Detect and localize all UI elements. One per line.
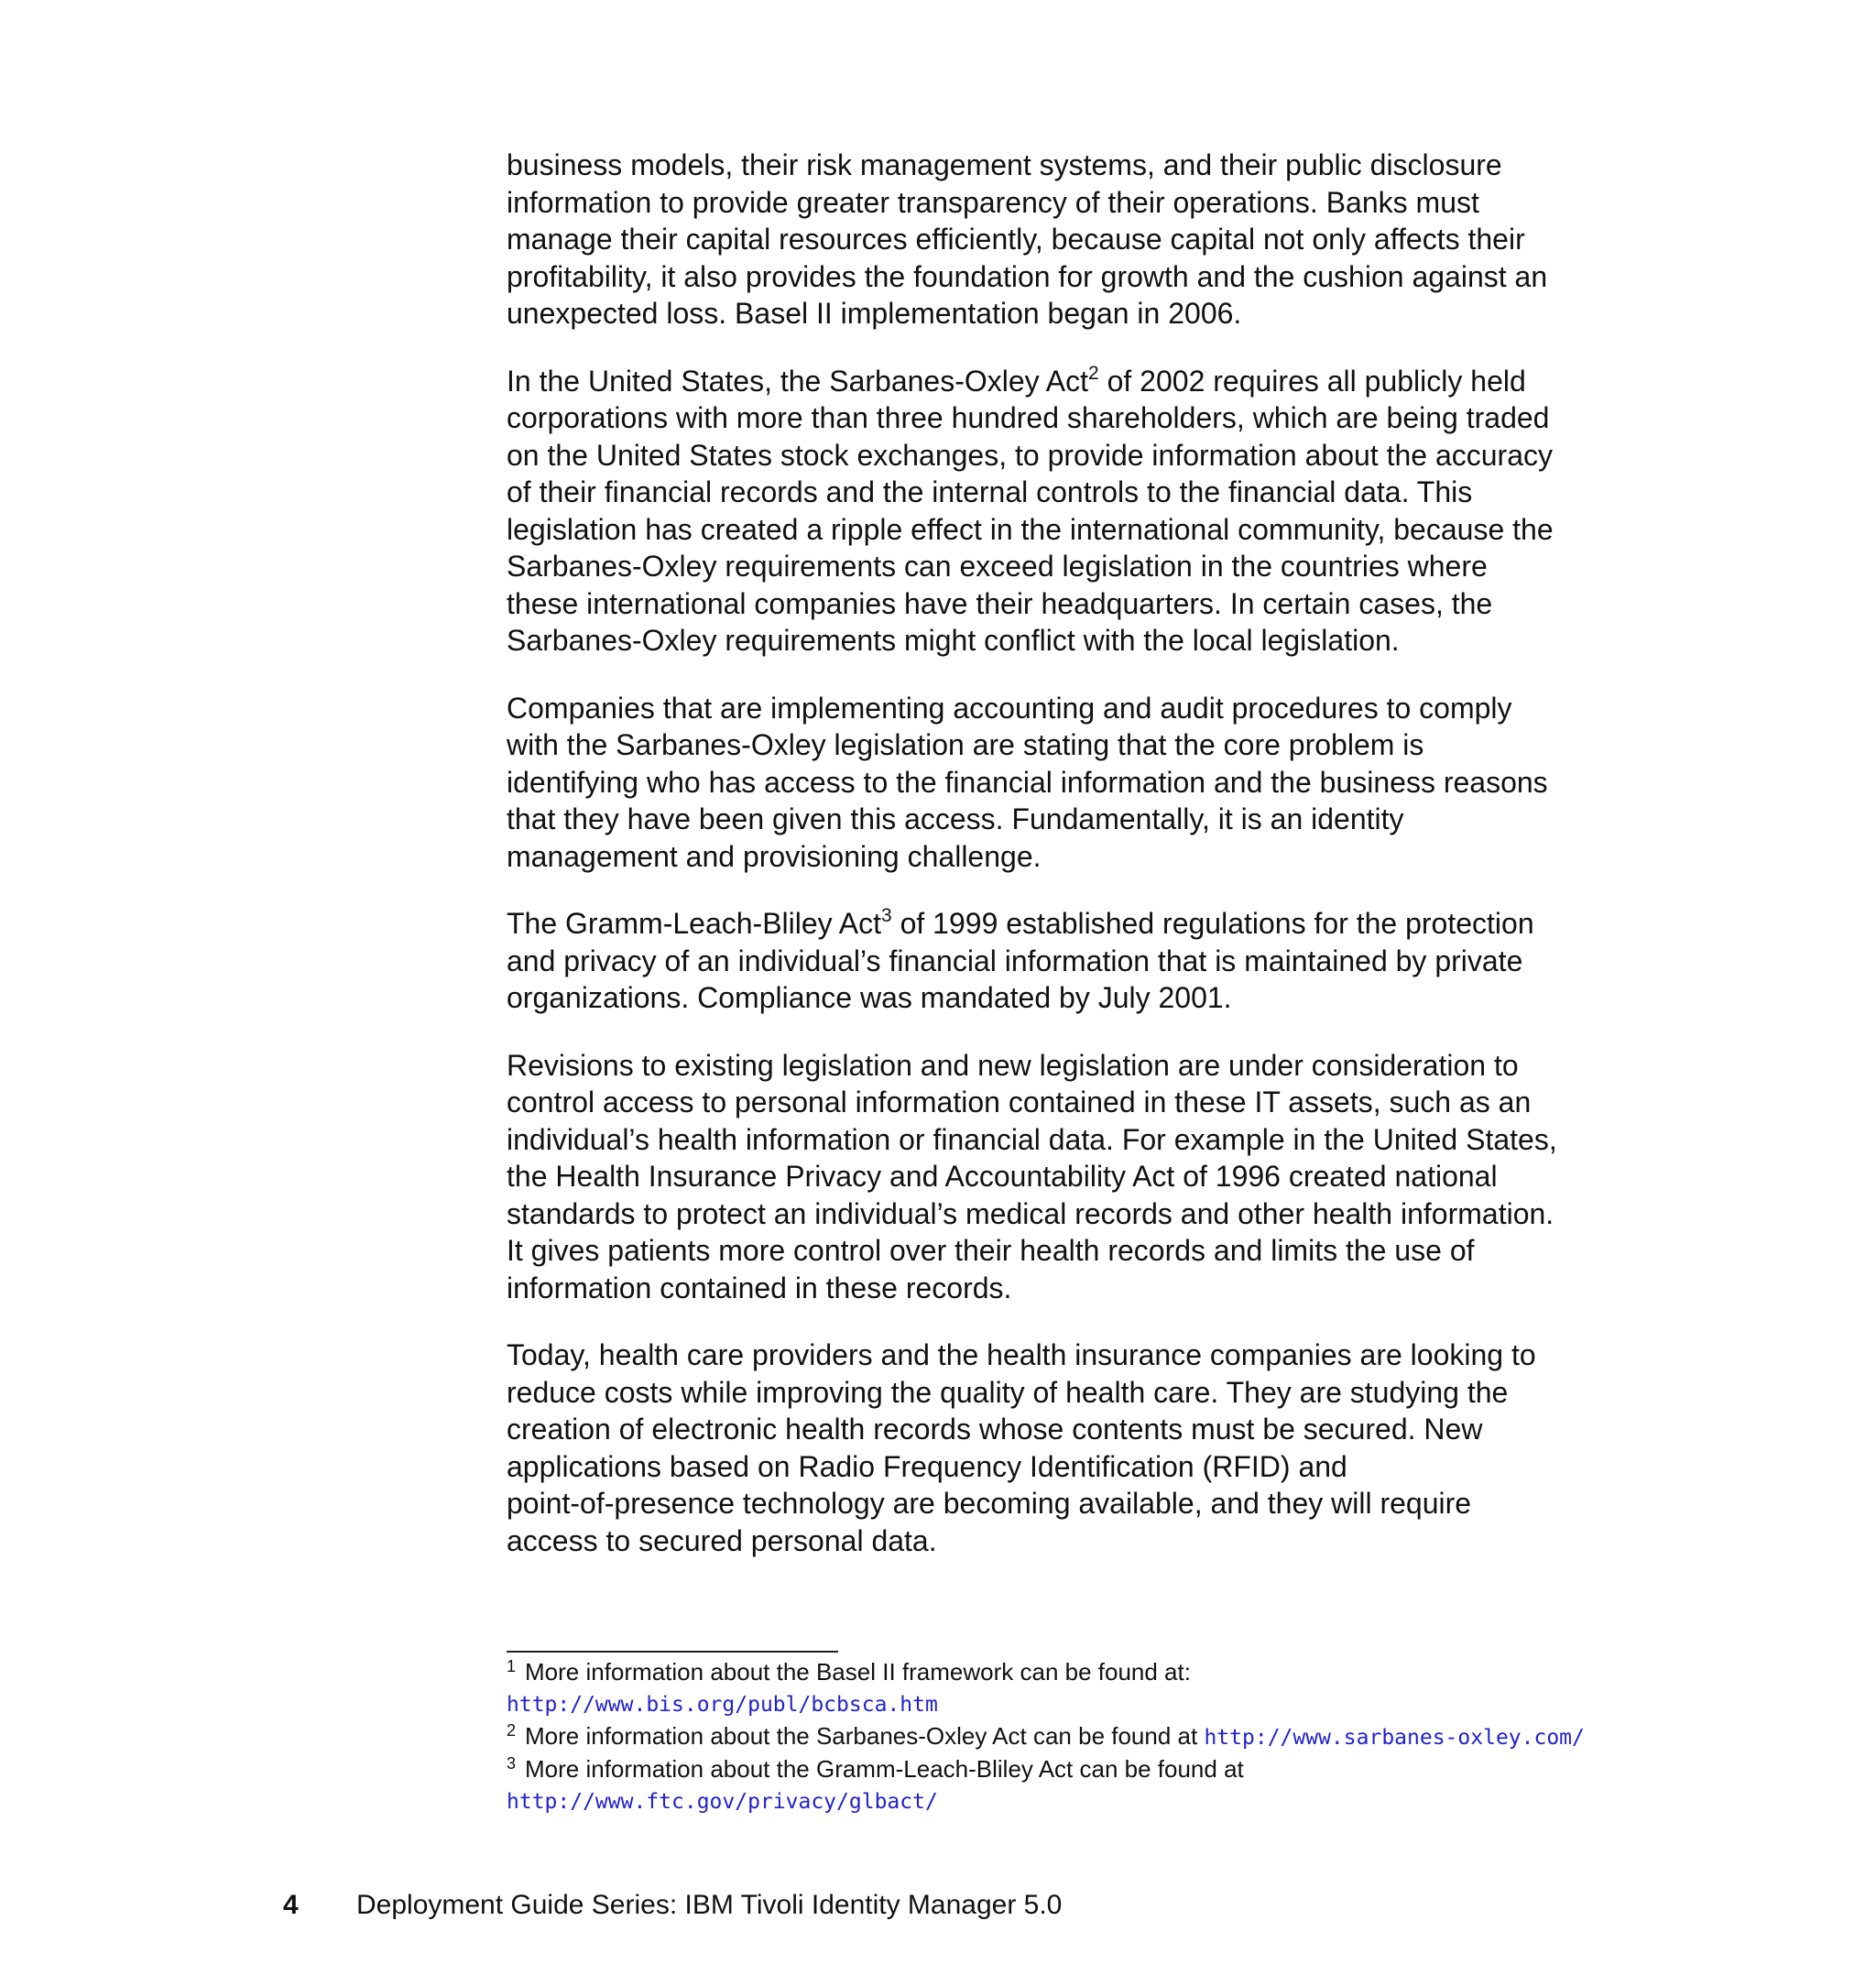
text-line: creation of electronic health records whose contents must be secured. New [507,1413,1483,1446]
text-line: information to provide greater transparency of their operations. Banks must [507,185,1479,219]
footnote-3 [507,1753,1697,1784]
footer-title: Deployment Guide Series: IBM Tivoli Identity Manager 5.0 [356,1890,1063,1920]
footnote-link[interactable]: http://www.sarbanes-oxley.com/ [1204,1726,1585,1750]
text-line: these international companies have their headquarters. In certain cases, the [507,586,1493,620]
paragraph-gramm-leach-bliley [507,905,1606,1017]
text-line [507,905,1606,943]
text-line [507,363,1606,400]
paragraph-sarbanes-oxley [507,363,1606,660]
text-line: with the Sarbanes-Oxley legislation are stating that the core problem is [507,728,1424,761]
text-line: and privacy of an individual’s financial information that is maintained by private [507,944,1523,977]
text-line: unexpected loss. Basel II implementation began in 2006. [507,297,1242,330]
footnote-link[interactable]: http://www.bis.org/publ/bcbsca.htm [507,1693,938,1717]
text-line: manage their capital resources efficiently, because capital not only affects their [507,223,1525,256]
footnote-1-url-line [507,1687,1697,1720]
footnote-ref-2[interactable]: 2 [1088,362,1099,384]
footnote-1 [507,1656,1697,1687]
page-number: 4 [283,1890,299,1920]
footnote-number: 3 [507,1754,517,1773]
paragraph-companies [507,690,1606,876]
text-line: individual’s health information or financial data. For example in the United States, [507,1122,1557,1156]
text-line: of their financial records and the internal controls to the financial data. This [507,475,1473,508]
text-line: Sarbanes-Oxley requirements can exceed legislation in the countries where [507,550,1488,583]
text-line: organizations. Compliance was mandated by July 2001. [507,981,1232,1014]
paragraph-basel [507,147,1606,333]
text-line: on the United States stock exchanges, to provide information about the accuracy [507,438,1553,472]
text-fragment: of 1999 established regulations for the protection [891,907,1534,940]
page-footer [283,1889,1062,1922]
text-line: legislation has created a ripple effect in the international community, because the [507,512,1554,546]
text-line: Companies that are implementing accounting and audit procedures to comply [507,691,1512,725]
text-line: Today, health care providers and the health insurance companies are looking to [507,1338,1536,1371]
footnote-number: 2 [507,1721,517,1740]
footnote-link[interactable]: http://www.ftc.gov/privacy/glbact/ [507,1790,938,1814]
text-line: point-of-presence technology are becoming available, and they will require [507,1487,1472,1520]
footnote-text: More information about the Sarbanes-Oxley Act can be found at [525,1722,1205,1750]
body-text [507,147,1606,1589]
footnotes [507,1656,1697,1817]
text-fragment: The Gramm-Leach-Bliley Act [507,907,882,940]
footnote-3-url-line [507,1784,1697,1817]
text-line: that they have been given this access. Fundamentally, it is an identity [507,802,1404,835]
footnote-number: 1 [507,1657,517,1675]
footnote-divider [507,1651,838,1653]
footnote-2 [507,1720,1697,1753]
text-line: reduce costs while improving the quality of health care. They are studying the [507,1375,1509,1409]
paragraph-revisions [507,1047,1606,1307]
text-line: management and provisioning challenge. [507,839,1042,873]
text-line: profitability, it also provides the foundation for growth and the cushion against an [507,259,1548,293]
text-line: control access to personal information contained in these IT assets, such as an [507,1086,1532,1118]
text-line: It gives patients more control over their health records and limits the use of [507,1234,1475,1267]
text-line: identifying who has access to the financial information and the business reasons [507,765,1548,799]
text-line: information contained in these records. [507,1271,1012,1304]
text-line: Sarbanes-Oxley requirements might conflict with the local legislation. [507,624,1400,657]
text-fragment: of 2002 requires all publicly held [1098,364,1526,398]
text-line: corporations with more than three hundred shareholders, which are being traded [507,401,1550,434]
text-fragment: In the United States, the Sarbanes-Oxley Act [507,364,1089,398]
text-line: access to secured personal data. [507,1523,937,1557]
footnote-text: More information about the Gramm-Leach-Bliley Act can be found at [525,1755,1244,1783]
text-line: business models, their risk management systems, and their public disclosure [507,148,1502,181]
footnote-text: More information about the Basel II framework can be found at: [525,1658,1191,1686]
paragraph-health-care [507,1337,1606,1559]
text-line: applications based on Radio Frequency Identification (RFID) and [507,1449,1347,1483]
text-line: standards to protect an individual’s medical records and other health information. [507,1196,1554,1230]
text-line: Revisions to existing legislation and new legislation are under consideration to [507,1048,1519,1082]
text-line: the Health Insurance Privacy and Accountability Act of 1996 created national [507,1160,1498,1193]
footnote-ref-3[interactable]: 3 [881,905,892,926]
